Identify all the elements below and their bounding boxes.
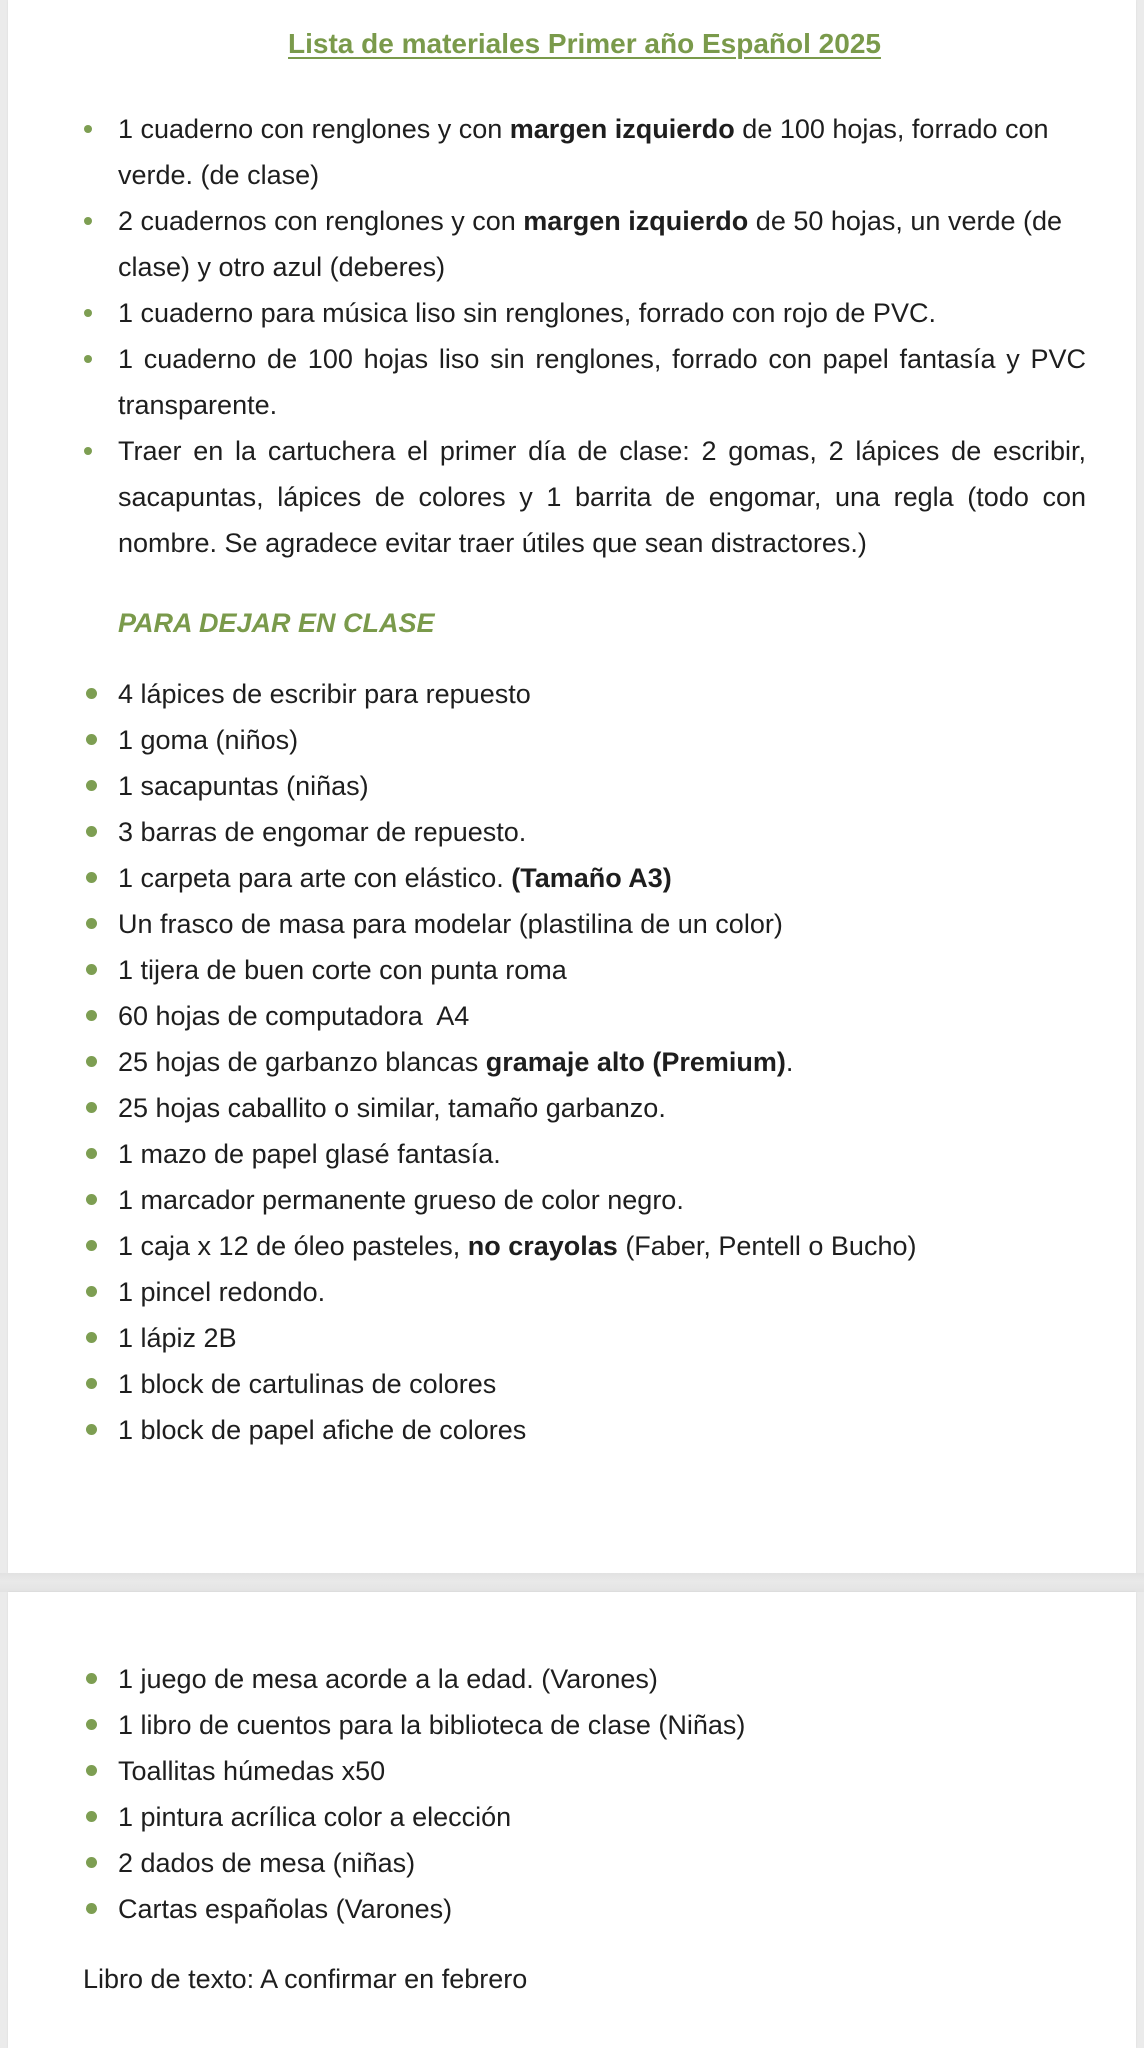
list-item [118, 290, 1086, 336]
list-item [118, 1656, 1086, 1702]
text-run: 2 dados de mesa (niñas) [118, 1848, 416, 1878]
text-run: 1 mazo de papel glasé fantasía. [118, 1139, 501, 1169]
text-run: 1 block de cartulinas de colores [118, 1369, 497, 1399]
text-run: 1 block de papel afiche de colores [118, 1415, 527, 1445]
list-item [118, 428, 1094, 566]
bold-text-run: (Tamaño A3) [511, 863, 672, 893]
bold-text-run: margen izquierdo [509, 114, 735, 144]
text-run: Traer en la cartuchera el primer día de clase: 2 gomas, 2 lápices de escribir, sacapuntas, lápices de colores y 1 barrita de engomar, una regla (todo con nombre. Se agradece evitar traer útiles que sean distractores.) [118, 436, 1094, 558]
list-item [118, 1886, 1086, 1932]
list-item [118, 855, 1086, 901]
list-item [118, 947, 1086, 993]
text-run: (Faber, Pentell o Bucho) [617, 1231, 917, 1261]
materials-list-leave-in-class [83, 671, 1086, 1453]
text-run: 1 cuaderno de 100 hojas liso sin renglones, forrado con papel fantasía y PVC transparente. [118, 344, 1094, 420]
list-item [118, 809, 1086, 855]
text-run: 1 libro de cuentos para la biblioteca de clase (Niñas) [118, 1710, 746, 1740]
list-item [118, 106, 1086, 198]
footer-note: Libro de texto: A confirmar en febrero [83, 1964, 528, 1994]
list-item [118, 1315, 1086, 1361]
list-item [118, 901, 1086, 947]
text-run: . [785, 1047, 794, 1077]
text-run: 1 marcador permanente grueso de color negro. [118, 1185, 684, 1215]
list-item [118, 993, 1086, 1039]
list-item [118, 1361, 1086, 1407]
document-page-2 [8, 1592, 1136, 2048]
text-run: 1 cuaderno para música liso sin renglones, forrado con rojo de PVC. [118, 298, 936, 328]
text-run: 1 pincel redondo. [118, 1277, 326, 1307]
page-break-gap [0, 1573, 1144, 1592]
text-run: 1 caja x 12 de óleo pasteles, [118, 1231, 468, 1261]
text-run: 1 carpeta para arte con elástico. [118, 863, 512, 893]
text-run: de 100 hojas, forrado con verde. (de clase) [118, 114, 1057, 190]
materials-list-page2 [83, 1656, 1086, 1932]
list-item [118, 1407, 1086, 1453]
list-item [118, 1085, 1086, 1131]
list-item [118, 763, 1086, 809]
list-item [118, 1177, 1086, 1223]
text-run: Toallitas húmedas x50 [118, 1756, 386, 1786]
text-run: de 50 hojas, un verde (de clase) y otro azul (deberes) [118, 206, 1070, 282]
text-run: 1 sacapuntas (niñas) [118, 771, 369, 801]
page-title: Lista de materiales Primer año Español 2025 [288, 28, 881, 59]
section-heading: PARA DEJAR EN CLASE [118, 608, 435, 638]
text-run: 1 cuaderno con renglones y con [118, 114, 510, 144]
text-run: 1 lápiz 2B [118, 1323, 237, 1353]
document-page-1 [8, 0, 1136, 1573]
list-item [118, 1702, 1086, 1748]
list-item [118, 1269, 1086, 1315]
bold-text-run: no crayolas [467, 1231, 618, 1261]
text-run: 1 goma (niños) [118, 725, 299, 755]
list-item [118, 198, 1086, 290]
list-item [118, 717, 1086, 763]
text-run: Cartas españolas (Varones) [118, 1894, 453, 1924]
list-item [118, 1840, 1086, 1886]
bold-text-run: gramaje alto (Premium) [485, 1047, 786, 1077]
text-run: 1 juego de mesa acorde a la edad. (Varones) [118, 1664, 658, 1694]
list-item [118, 1794, 1086, 1840]
bold-text-run: margen izquierdo [523, 206, 749, 236]
text-run: Un frasco de masa para modelar (plastilina de un color) [118, 909, 783, 939]
text-run: 1 pintura acrílica color a elección [118, 1802, 512, 1832]
list-item [118, 1131, 1086, 1177]
text-run: 4 lápices de escribir para repuesto [118, 679, 531, 709]
list-item [118, 336, 1094, 428]
list-item [118, 1748, 1086, 1794]
text-run: 3 barras de engomar de repuesto. [118, 817, 527, 847]
text-run: 1 tijera de buen corte con punta roma [118, 955, 567, 985]
text-run: 25 hojas de garbanzo blancas [118, 1047, 486, 1077]
text-run: 25 hojas caballito o similar, tamaño garbanzo. [118, 1093, 666, 1123]
text-run: 2 cuadernos con renglones y con [118, 206, 524, 236]
materials-list-general [83, 106, 1094, 566]
text-run: 60 hojas de computadora A4 [118, 1001, 470, 1031]
list-item [118, 1223, 1086, 1269]
list-item [118, 671, 1086, 717]
list-item [118, 1039, 1086, 1085]
